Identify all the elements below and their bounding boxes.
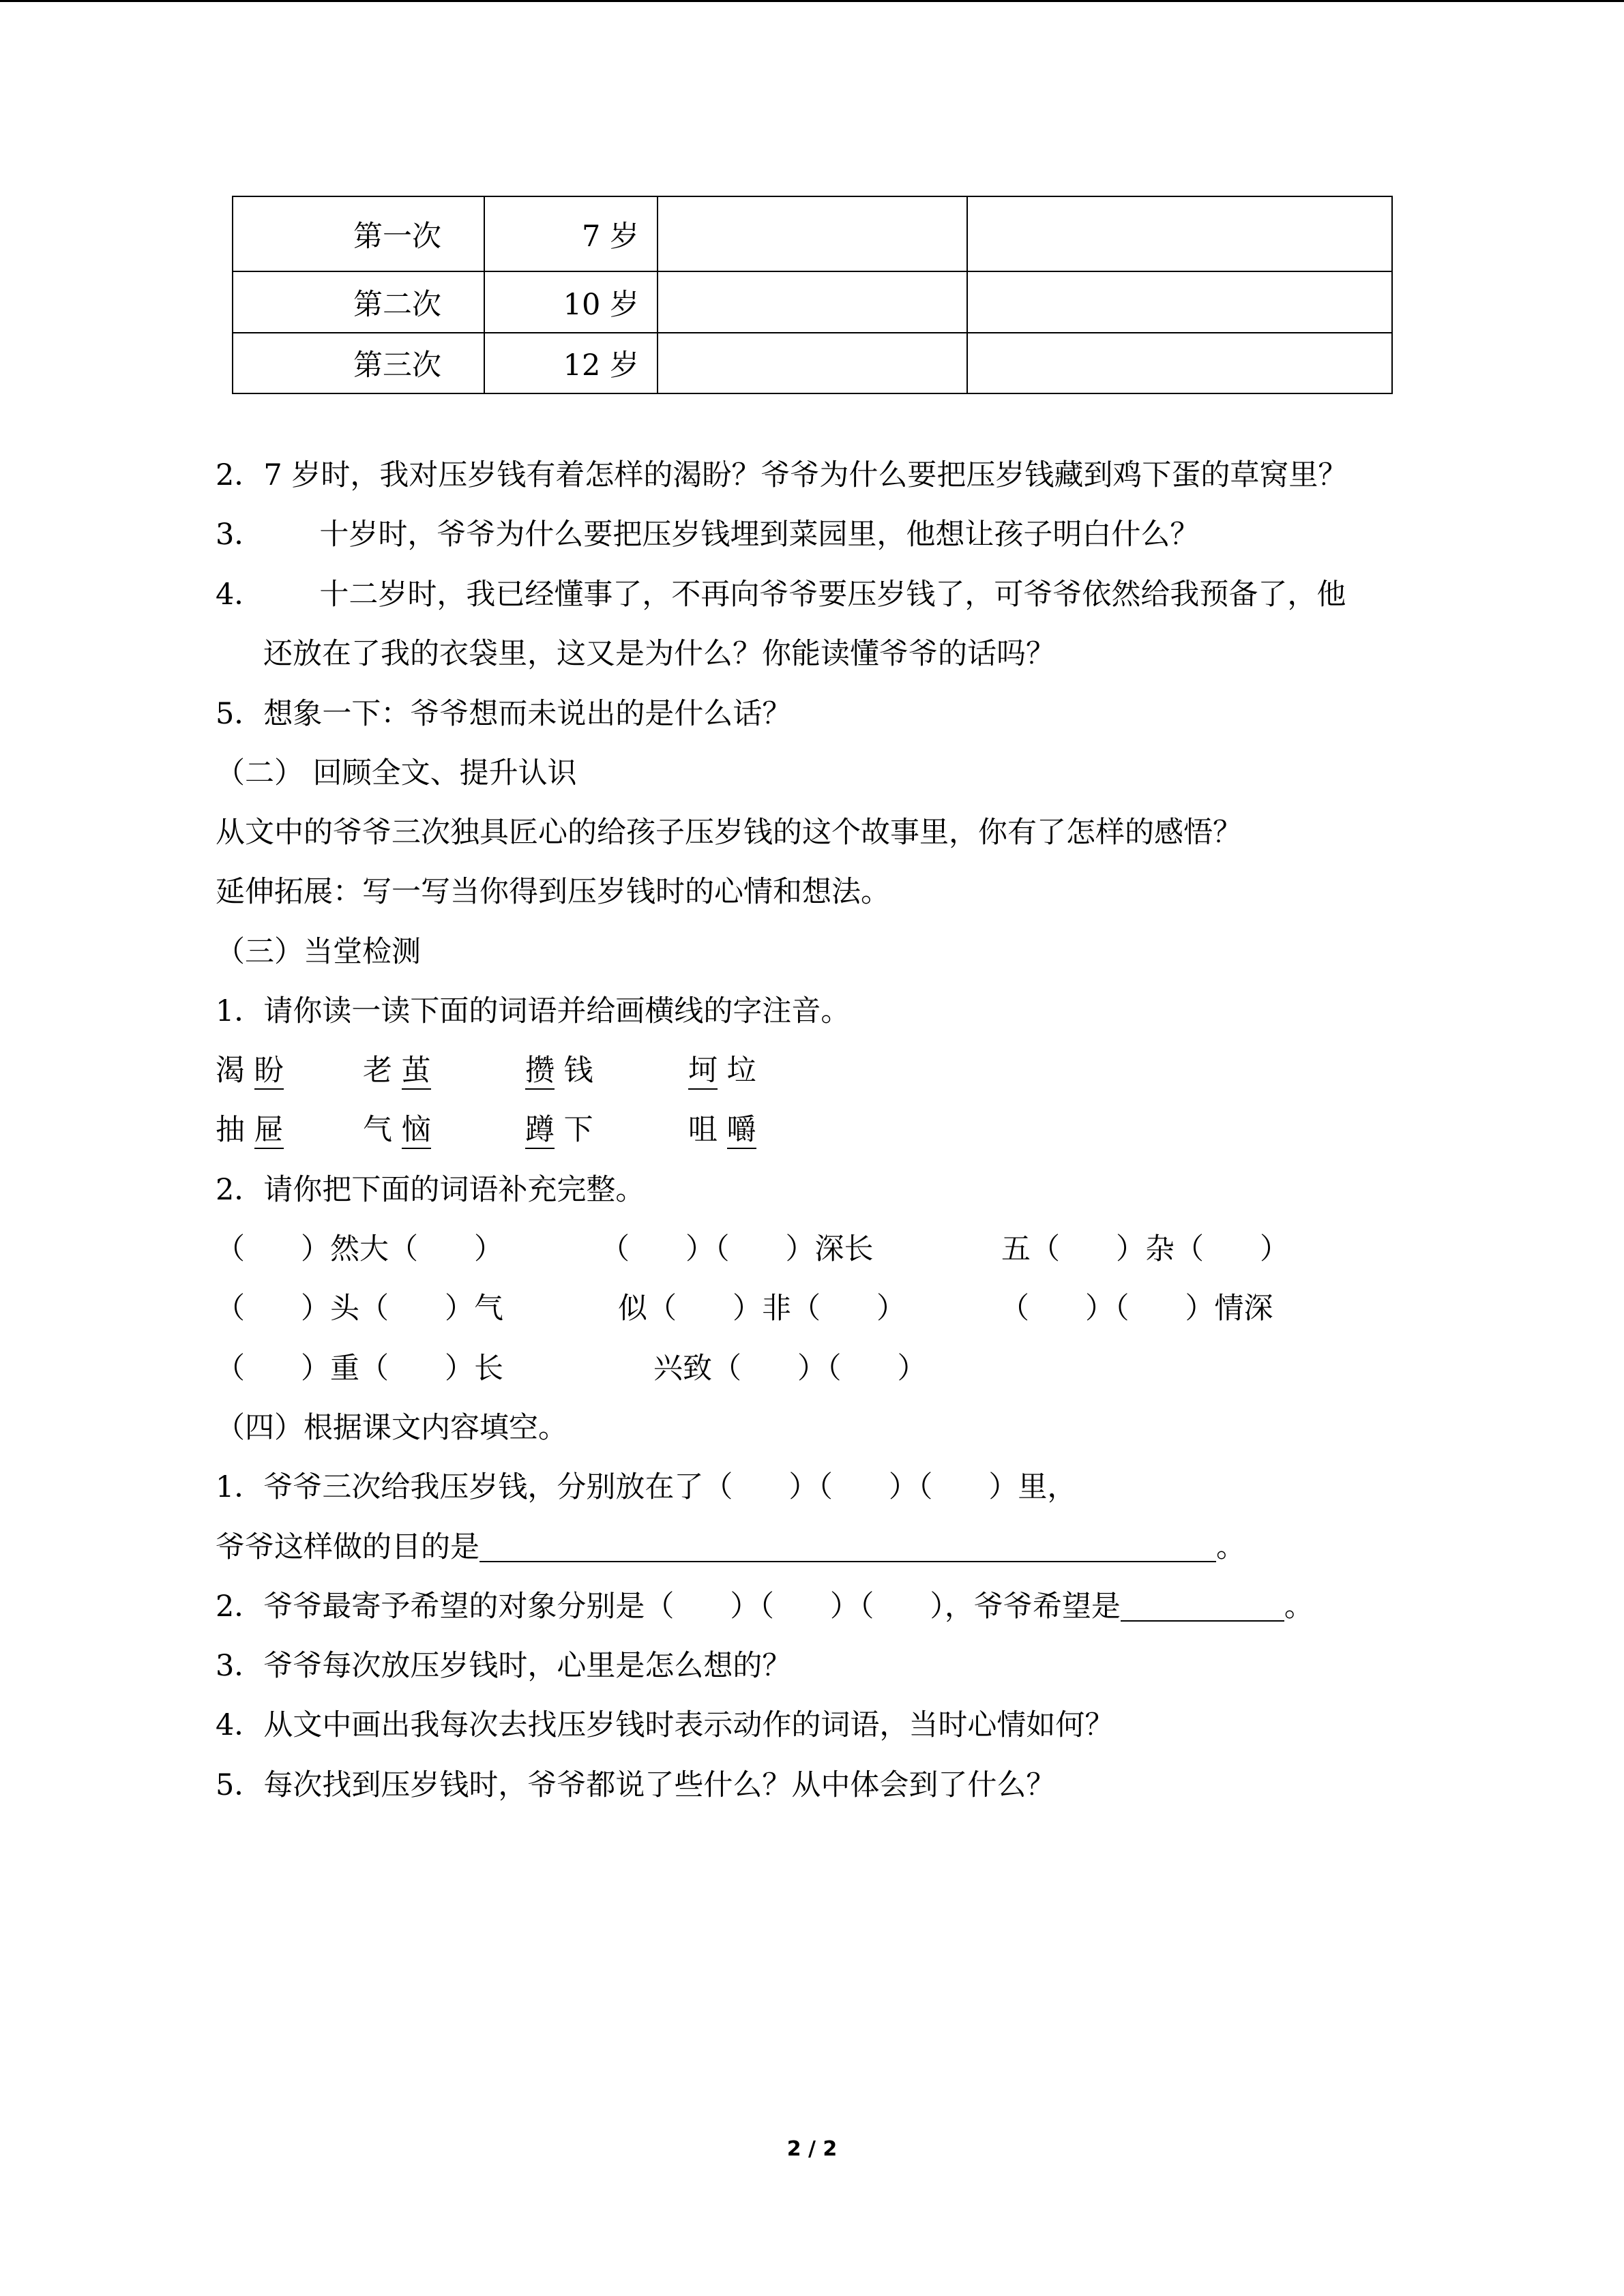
word-char: 咀 bbox=[688, 1113, 727, 1147]
word-char: 钱 bbox=[555, 1054, 593, 1088]
answer-table bbox=[232, 196, 1393, 394]
word-char: 老 bbox=[363, 1054, 402, 1088]
section-4-question-3: 3．爷爷每次放压岁钱时，心里是怎么想的？ bbox=[216, 1649, 792, 1683]
question-text: 2．爷爷最寄予希望的对象分别是（ ）（ ）（ ），爷爷希望是 bbox=[216, 1590, 1121, 1624]
answer-blank-line[interactable] bbox=[1121, 1593, 1284, 1622]
section-3-question-1: 1．请你读一读下面的词语并给画横线的字注音。 bbox=[216, 994, 851, 1028]
period: 。 bbox=[1216, 1530, 1245, 1564]
fill-item: 五（ ）杂（ ） bbox=[1001, 1232, 1290, 1266]
question-text: 爷爷这样做的目的是 bbox=[216, 1530, 479, 1564]
section-2-heading: （二） 回顾全文、提升认识 bbox=[216, 756, 577, 790]
top-border-line bbox=[0, 0, 1624, 2]
section-2-paragraph: 从文中的爷爷三次独具匠心的给孩子压岁钱的这个故事里，你有了怎样的感悟？ bbox=[216, 816, 1242, 850]
underlined-char: 屉 bbox=[254, 1113, 284, 1149]
underlined-char: 蹲 bbox=[525, 1113, 555, 1149]
word-item bbox=[216, 1056, 284, 1086]
question-4-line2: 还放在了我的衣袋里，这又是为什么？你能读懂爷爷的话吗？ bbox=[263, 637, 1055, 671]
fill-item: （ ）头（ ）气 bbox=[216, 1292, 504, 1326]
section-4-question-2 bbox=[216, 1592, 1314, 1622]
word-item bbox=[688, 1113, 756, 1147]
answer-blank-line[interactable] bbox=[479, 1534, 1216, 1562]
word-char: 渴 bbox=[216, 1054, 254, 1088]
underlined-char: 坷 bbox=[688, 1054, 718, 1090]
table-cell-blank bbox=[658, 196, 967, 271]
fill-item: 兴致（ ）（ ） bbox=[653, 1352, 927, 1386]
table-row bbox=[233, 333, 1392, 393]
table-cell-age: 10 岁 bbox=[484, 271, 658, 333]
word-item bbox=[525, 1113, 593, 1147]
word-char: 垃 bbox=[718, 1054, 756, 1088]
question-2: 2．7 岁时，我对压岁钱有着怎样的渴盼？爷爷为什么要把压岁钱藏到鸡下蛋的草窝里？ bbox=[216, 458, 1348, 492]
fill-item: （ ）然大（ ） bbox=[216, 1232, 504, 1266]
table-cell-age: 12 岁 bbox=[484, 333, 658, 393]
table-cell-blank bbox=[967, 196, 1392, 271]
table-cell-label: 第三次 bbox=[233, 333, 484, 393]
word-item bbox=[216, 1113, 284, 1147]
question-3: 3． 十岁时，爷爷为什么要把压岁钱埋到菜园里，他想让孩子明白什么？ bbox=[216, 518, 1200, 552]
question-5: 5．想象一下：爷爷想而未说出的是什么话？ bbox=[216, 697, 792, 731]
word-item bbox=[363, 1113, 431, 1147]
table-cell-blank bbox=[967, 271, 1392, 333]
word-item bbox=[688, 1056, 756, 1086]
section-3-question-2: 2．请你把下面的词语补充完整。 bbox=[216, 1173, 645, 1207]
section-4-question-1-line1: 1．爷爷三次给我压岁钱，分别放在了（ ）（ ）（ ）里， bbox=[216, 1470, 1077, 1504]
table-row bbox=[233, 196, 1392, 271]
table-cell-age: 7 岁 bbox=[484, 196, 658, 271]
section-4-heading: （四）根据课文内容填空。 bbox=[216, 1411, 567, 1445]
page-number: 2 / 2 bbox=[786, 2137, 838, 2161]
section-4-question-5: 5．每次找到压岁钱时，爷爷都说了些什么？从中体会到了什么？ bbox=[216, 1768, 1056, 1802]
fill-item: （ ）重（ ）长 bbox=[216, 1352, 504, 1386]
fill-item: （ ）（ ）情深 bbox=[1000, 1292, 1273, 1326]
period: 。 bbox=[1284, 1590, 1314, 1624]
question-4-line1: 4． 十二岁时，我已经懂事了，不再向爷爷要压岁钱了，可爷爷依然给我预备了，他 bbox=[216, 578, 1346, 612]
table-cell-blank bbox=[658, 333, 967, 393]
word-item bbox=[363, 1056, 431, 1086]
section-4-question-4: 4．从文中画出我每次去找压岁钱时表示动作的词语，当时心情如何？ bbox=[216, 1708, 1114, 1742]
word-item bbox=[525, 1056, 593, 1086]
table-row bbox=[233, 271, 1392, 333]
section-4-question-1-line2 bbox=[216, 1530, 1245, 1564]
word-char: 气 bbox=[363, 1113, 402, 1147]
underlined-char: 攒 bbox=[525, 1054, 555, 1090]
table-cell-label: 第一次 bbox=[233, 196, 484, 271]
section-2-extension: 延伸拓展：写一写当你得到压岁钱时的心情和想法。 bbox=[216, 875, 890, 909]
underlined-char: 恼 bbox=[402, 1113, 431, 1149]
table-cell-blank bbox=[967, 333, 1392, 393]
word-char: 下 bbox=[555, 1113, 593, 1147]
table-cell-label: 第二次 bbox=[233, 271, 484, 333]
word-char: 抽 bbox=[216, 1113, 254, 1147]
underlined-char: 嚼 bbox=[727, 1113, 756, 1149]
fill-item: （ ）（ ）深长 bbox=[600, 1232, 874, 1266]
underlined-char: 盼 bbox=[254, 1054, 284, 1090]
underlined-char: 茧 bbox=[402, 1054, 431, 1090]
section-3-heading: （三）当堂检测 bbox=[216, 935, 421, 969]
fill-item: 似（ ）非（ ） bbox=[618, 1292, 906, 1326]
table-cell-blank bbox=[658, 271, 967, 333]
